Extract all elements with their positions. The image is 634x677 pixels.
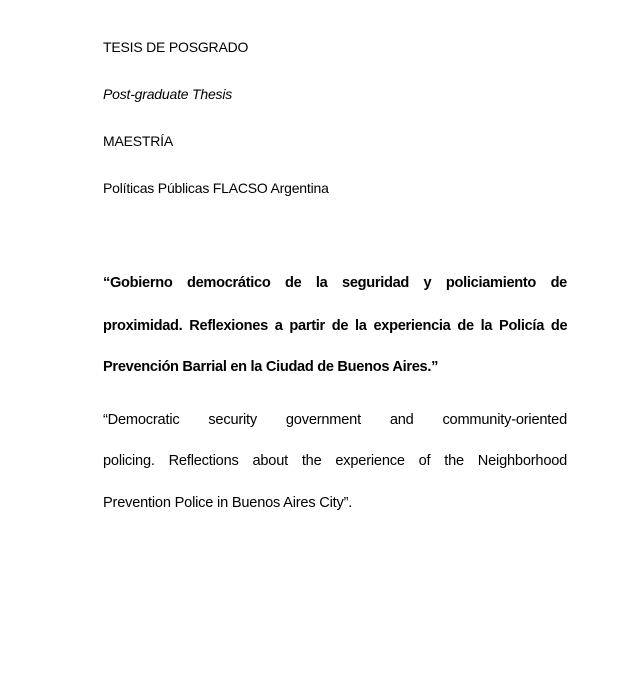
- thesis-type-english: Post-graduate Thesis: [103, 86, 233, 102]
- title-spanish-line: proximidad. Reflexiones a partir de la experiencia de la Policía de: [103, 318, 568, 334]
- program-label: Políticas Públicas FLACSO Argentina: [103, 180, 329, 196]
- title-english-line: Prevention Police in Buenos Aires City”.: [103, 495, 353, 511]
- title-english-line: “Democratic security government and community-oriented: [103, 412, 567, 428]
- title-spanish-line: Prevención Barrial en la Ciudad de Buenos Aires.”: [103, 359, 439, 375]
- title-english-line: policing. Reflections about the experience of the Neighborhood: [103, 453, 568, 469]
- thesis-type: TESIS DE POSGRADO: [103, 39, 249, 55]
- degree-label: MAESTRÍA: [103, 133, 173, 149]
- title-spanish-line: “Gobierno democrático de la seguridad y policiamiento de: [103, 275, 567, 291]
